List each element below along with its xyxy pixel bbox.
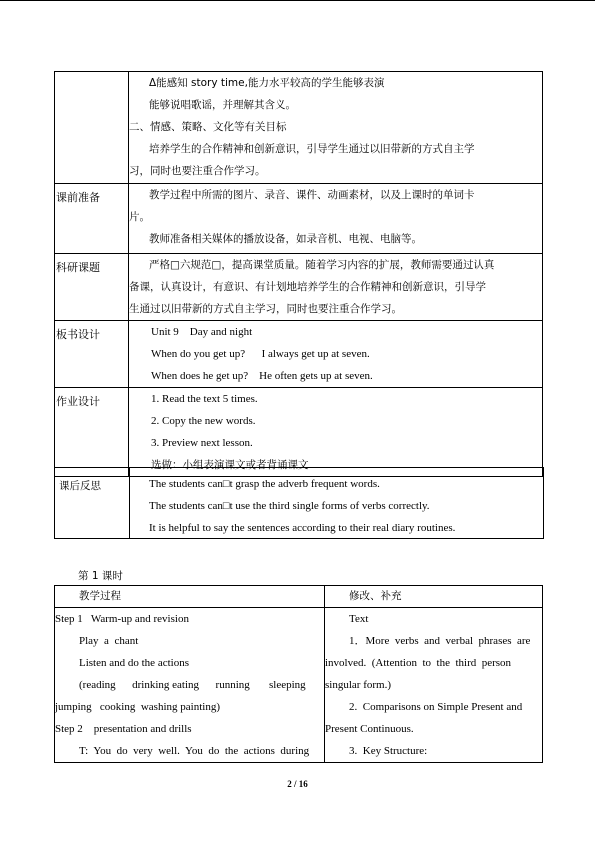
notes-line: singular form.)	[325, 679, 391, 691]
research-line: 严格□六规范□，提高课堂质量。随着学习内容的扩展，教师需要通过认真	[149, 259, 495, 271]
objective-line: 培养学生的合作精神和创新意识，引导学生通过以旧带新的方式自主学	[149, 143, 475, 155]
reflection-line: The students can□t grasp the adverb frequent words.	[149, 478, 380, 490]
research-label: 科研课题	[55, 254, 129, 321]
research-line: 生通过以旧带新的方式自主学习，同时也要注重合作学习。	[129, 303, 402, 315]
homework-line: 2. Copy the new words.	[151, 415, 256, 427]
objective-heading: 二、情感、策略、文化等有关目标	[129, 121, 287, 133]
column-divider	[129, 468, 130, 538]
header-right-cell	[325, 586, 543, 608]
homework-line: 1. Read the text 5 times.	[151, 393, 258, 405]
homework-line: 3. Preview next lesson.	[151, 437, 253, 449]
header-left: 教学过程	[79, 590, 121, 602]
table-row	[55, 586, 543, 608]
reflection-row	[54, 467, 544, 539]
notes-line: Present Continuous.	[325, 723, 414, 735]
table-row	[55, 184, 543, 254]
process-line: Play a chant	[79, 635, 139, 647]
objective-line: 能够说唱歌谣，并理解其含义。	[149, 99, 296, 111]
lesson-title: 第 1 课时	[78, 570, 123, 582]
notes-line: Text	[349, 613, 369, 625]
board-label: 板书设计	[55, 321, 129, 388]
board-line: When does he get up? He often gets up at seven.	[151, 370, 373, 382]
homework-label: 作业设计	[55, 388, 129, 477]
research-cell	[129, 254, 543, 321]
process-line: Step 2 presentation and drills	[55, 723, 192, 735]
lesson-plan-table	[54, 71, 543, 477]
notes-line: 1．More verbs and verbal phrases are	[349, 635, 531, 647]
process-line: jumping cooking washing painting)	[55, 701, 220, 713]
process-line: (reading drinking eating running sleeping	[79, 679, 306, 691]
reflection-line: The students can□t use the third single forms of verbs correctly.	[149, 500, 430, 512]
prep-label: 课前准备	[55, 184, 129, 254]
notes-line: 2. Comparisons on Simple Present and	[349, 701, 523, 713]
reflection-cell	[149, 473, 455, 539]
empty-label-cell	[55, 72, 129, 184]
process-line: T: You do very well. You do the actions during	[79, 745, 310, 757]
header-right: 修改、补充	[349, 590, 402, 602]
research-line: 备课，认真设计，有意识、有计划地培养学生的合作精神和创新意识，引导学	[129, 281, 486, 293]
prep-line: 片。	[129, 211, 150, 223]
page-number: 2 / 16	[287, 779, 308, 789]
table-row	[55, 254, 543, 321]
table-row	[55, 388, 543, 477]
objectives-cell	[129, 72, 543, 184]
page-top-rule	[0, 0, 595, 1]
notes-line: involved. (Attention to the third person	[325, 657, 512, 669]
teaching-process-table	[54, 585, 543, 763]
process-line: Step 1 Warm-up and revision	[55, 613, 189, 625]
notes-cell	[325, 608, 543, 763]
table-row	[55, 608, 543, 763]
objective-line: 习，同时也要注重合作学习。	[129, 165, 266, 177]
board-cell	[129, 321, 543, 388]
table-row	[55, 72, 543, 184]
board-line: Unit 9 Day and night	[151, 326, 253, 338]
table-row	[55, 321, 543, 388]
notes-line: 3. Key Structure:	[349, 745, 428, 757]
prep-line: 教师准备相关媒体的播放设备，如录音机、电视、电脑等。	[149, 233, 422, 245]
reflection-line: It is helpful to say the sentences according to their real diary routines.	[149, 522, 456, 534]
homework-cell	[129, 388, 543, 477]
header-left-cell	[55, 586, 325, 608]
objective-line: Δ能感知 story time,能力水平较高的学生能够表演	[149, 77, 385, 89]
board-line: When do you get up? I always get up at seven.	[151, 348, 370, 360]
prep-cell	[129, 184, 543, 254]
process-line: Listen and do the actions	[79, 657, 189, 669]
homework-line: 选做：小组表演课文或者背诵课文	[151, 459, 309, 471]
process-cell	[55, 608, 325, 763]
prep-line: 教学过程中所需的图片、录音、课件、动画素材，以及上课时的单词卡	[149, 189, 475, 201]
reflection-label: 课后反思	[59, 480, 101, 492]
